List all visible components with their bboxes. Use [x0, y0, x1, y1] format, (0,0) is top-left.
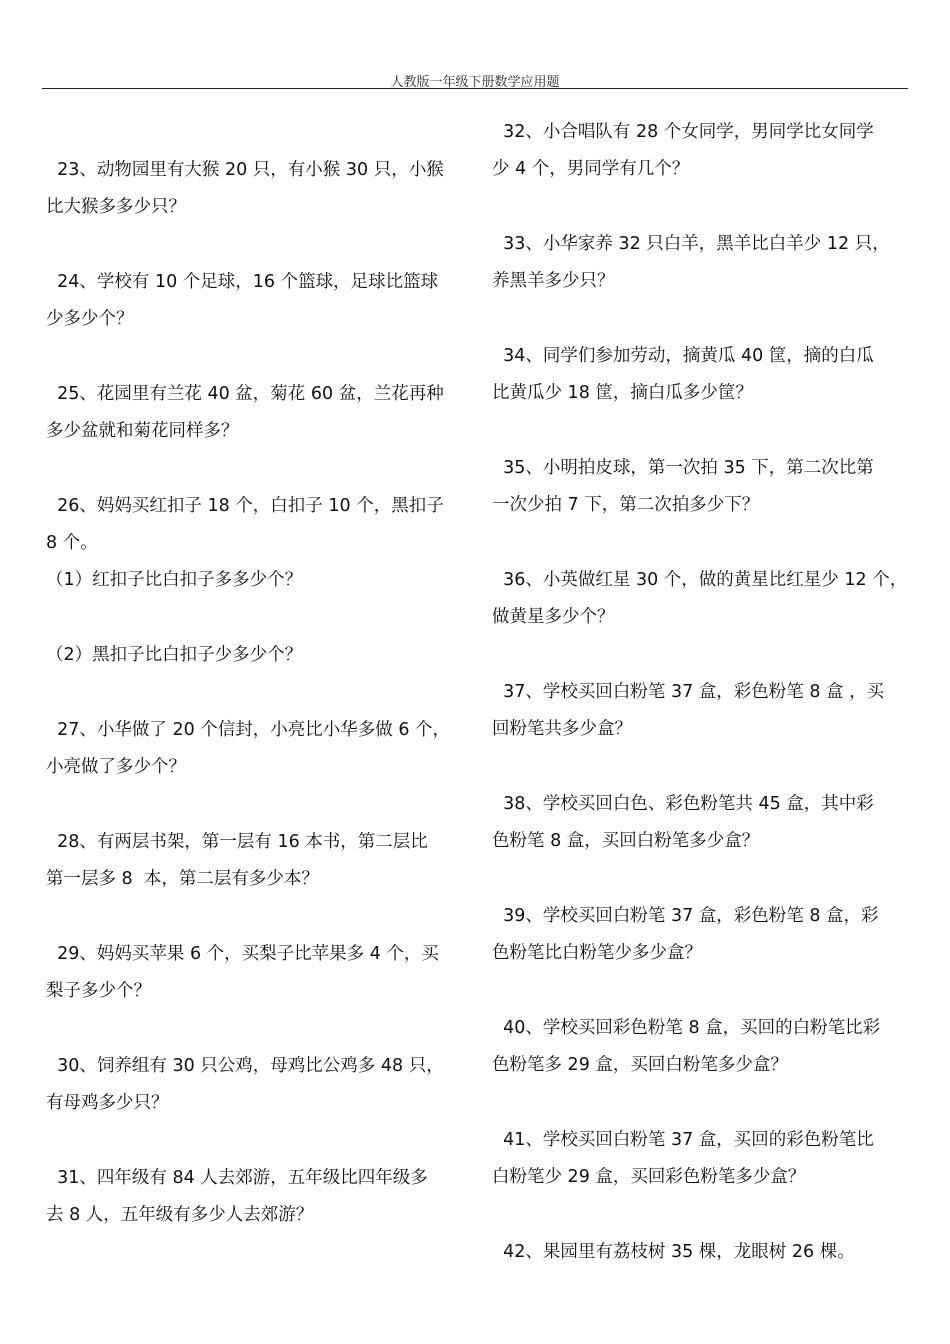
header-rule [42, 88, 908, 89]
problem-25: 25、花园里有兰花 40 盆，菊花 60 盆，兰花再种 多少盆就和菊花同样多？ [46, 384, 444, 441]
problem-39: 39、学校买回白粉笔 37 盒，彩色粉笔 8 盒，彩 色粉笔比白粉笔少多少盒？ [492, 906, 879, 963]
problem-41: 41、学校买回白粉笔 37 盒，买回的彩色粉笔比 白粉笔少 29 盒，买回彩色粉笔多少盒？ [492, 1130, 874, 1187]
problem-37: 37、学校买回白粉笔 37 盒，彩色粉笔 8 盒 ，买 回粉笔共多少盒？ [492, 682, 885, 739]
problem-34: 34、同学们参加劳动，摘黄瓜 40 筐，摘的白瓜 比黄瓜少 18 筐，摘白瓜多少筐？ [492, 346, 874, 403]
problem-26-part-2: （2）黑扣子比白扣子少多少个？ [46, 645, 303, 665]
problem-29: 29、妈妈买苹果 6 个，买梨子比苹果多 4 个，买 梨子多少个？ [46, 944, 439, 1001]
problem-36: 36、小英做红星 30 个，做的黄星比红星少 12 个， 做黄星多少个？ [492, 570, 908, 627]
problem-40: 40、学校买回彩色粉笔 8 盒，买回的白粉笔比彩 色粉笔多 29 盒，买回白粉笔多少盒？ [492, 1018, 881, 1075]
problem-30: 30、饲养组有 30 只公鸡，母鸡比公鸡多 48 只， 有母鸡多少只？ [46, 1056, 444, 1113]
page-header-title: 人教版一年级下册数学应用题 [390, 75, 560, 90]
problem-38: 38、学校买回白色、彩色粉笔共 45 盒，其中彩 色粉笔 8 盒，买回白粉笔多少盒？ [492, 794, 874, 851]
problem-31: 31、四年级有 84 人去郊游，五年级比四年级多 去 8 人，五年级有多少人去郊游？ [46, 1168, 428, 1225]
problem-23: 23、动物园里有大猴 20 只，有小猴 30 只，小猴 比大猴多多少只？ [46, 160, 444, 217]
problem-26: 26、妈妈买红扣子 18 个，白扣子 10 个，黑扣子 8 个。 （1）红扣子比白扣子多多少个？ [46, 496, 444, 590]
problem-27: 27、小华做了 20 个信封，小亮比小华多做 6 个， 小亮做了多少个？ [46, 720, 451, 777]
problem-24: 24、学校有 10 个足球，16 个篮球，足球比篮球 少多少个？ [46, 272, 439, 329]
problem-28: 28、有两层书架，第一层有 16 本书，第二层比 第一层多 8 本，第二层有多少本？ [46, 832, 428, 889]
problem-35: 35、小明拍皮球，第一次拍 35 下，第二次比第 一次少拍 7 下，第二次拍多少下？ [492, 458, 874, 515]
problem-32: 32、小合唱队有 28 个女同学，男同学比女同学 少 4 个，男同学有几个？ [492, 122, 874, 179]
problem-42: 42、果园里有荔枝树 35 棵，龙眼树 26 棵。 [492, 1242, 855, 1262]
problem-33: 33、小华家养 32 只白羊，黑羊比白羊少 12 只， 养黑羊多少只？ [492, 234, 890, 291]
